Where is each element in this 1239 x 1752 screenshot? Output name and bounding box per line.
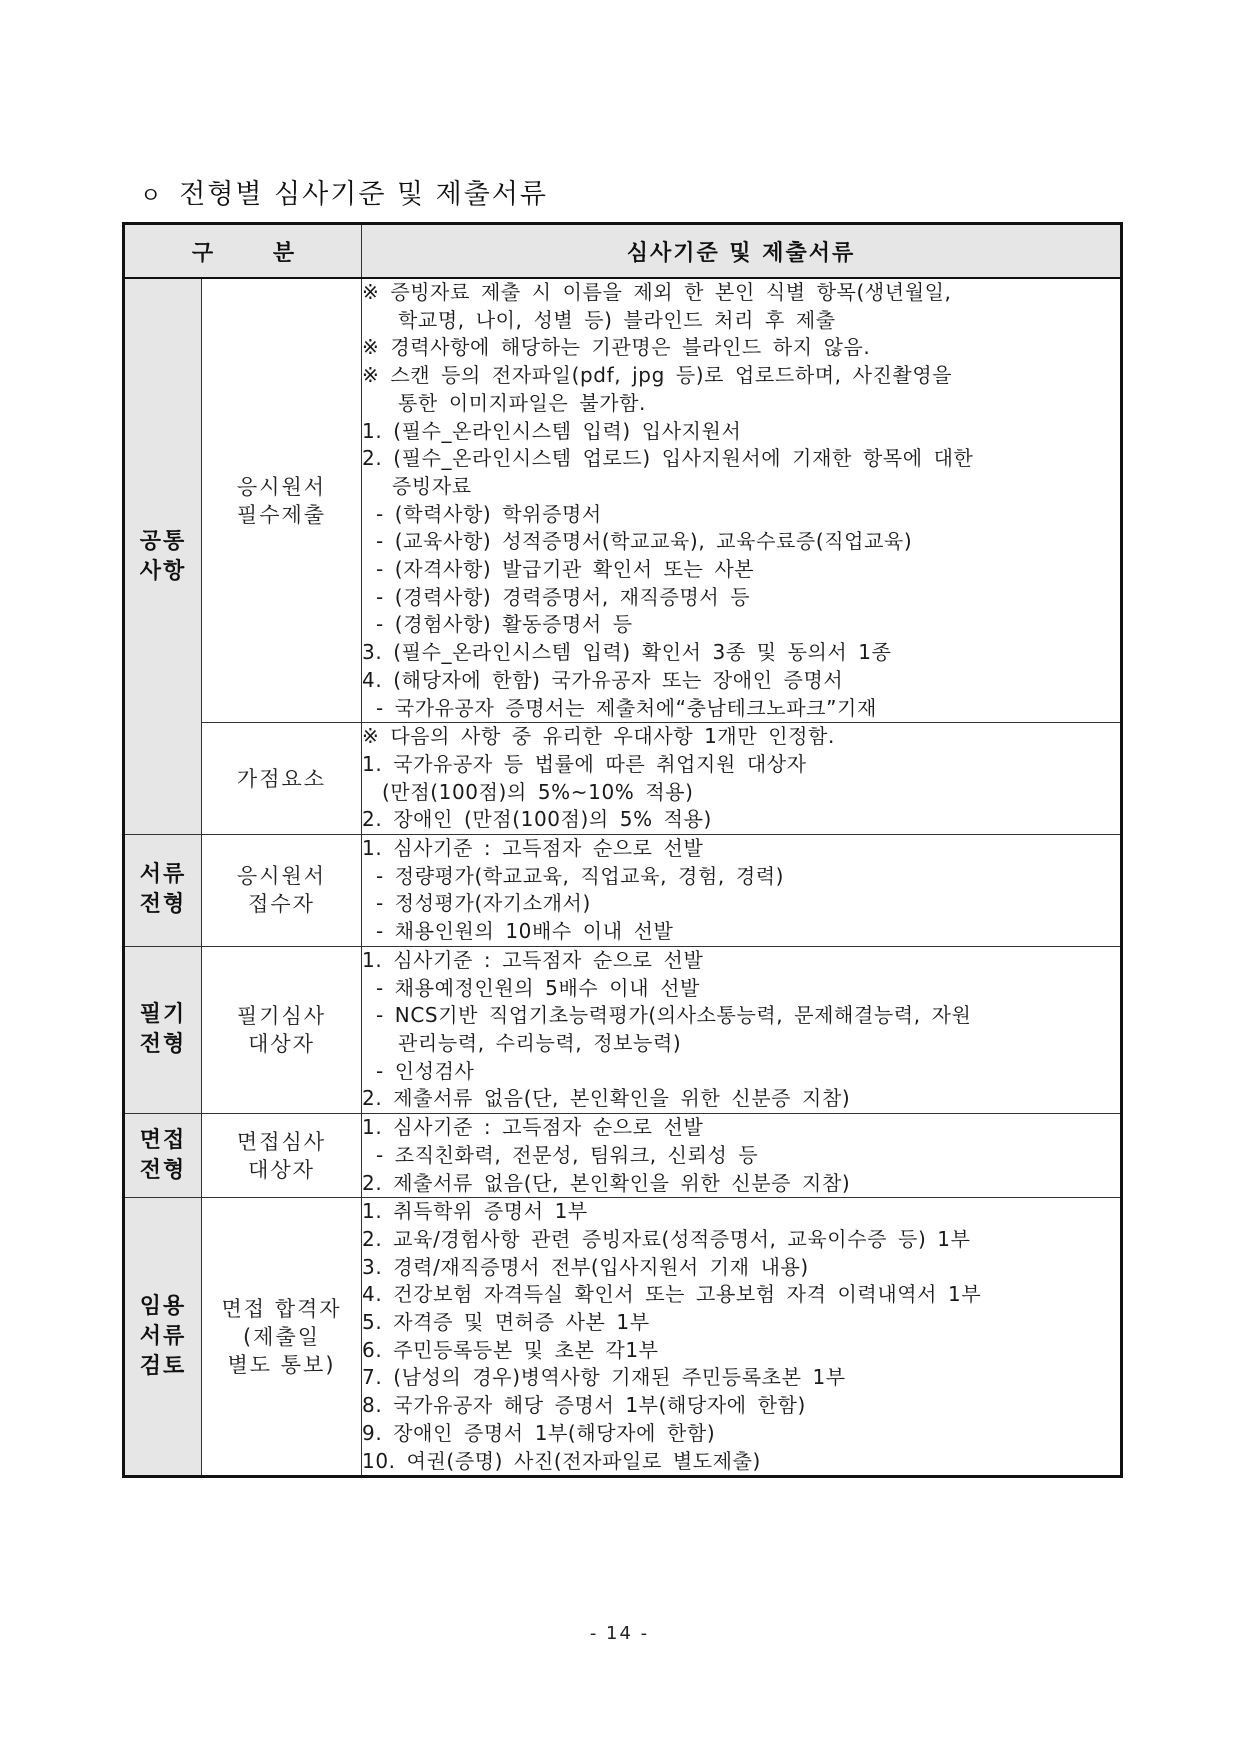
- text-line: 1. 국가유공자 등 법률에 따른 취업지원 대상자: [362, 751, 807, 776]
- category-written: 필기 전형: [124, 946, 202, 1113]
- text-line: 2. 제출서류 없음(단, 본인확인을 위한 신분증 지참): [362, 1086, 851, 1111]
- text-line: - 채용인원의 10배수 이내 선발: [376, 919, 674, 944]
- category-common: 공통 사항: [124, 278, 202, 835]
- criteria-table: [122, 222, 1123, 1478]
- row-interview: [124, 1114, 1122, 1198]
- category-hiring: 임용 서류 검토: [124, 1198, 202, 1477]
- text-line: 3. 경력/재직증명서 전부(입사지원서 기재 내용): [362, 1254, 809, 1279]
- text-line: - (경험사항) 활동증명서 등: [376, 612, 633, 637]
- category-interview: 면접 전형: [124, 1114, 202, 1198]
- table-header-row: [124, 224, 1122, 279]
- text-line: ※ 스캔 등의 전자파일(pdf, jpg 등)로 업로드하며, 사진촬영을: [362, 363, 953, 388]
- text-line: 8. 국가유공자 해당 증명서 1부(해당자에 한함): [362, 1393, 806, 1418]
- heading-title: 전형별 심사기준 및 제출서류: [179, 179, 548, 210]
- text-line: 4. 건강보험 자격득실 확인서 또는 고용보험 자격 이력내역서 1부: [362, 1282, 982, 1307]
- header-criteria: 심사기준 및 제출서류: [362, 224, 1122, 279]
- text-line: 1. 취득학위 증명서 1부: [362, 1199, 588, 1224]
- row-hiring-documents: [124, 1198, 1122, 1477]
- text-line: 증빙자료: [392, 473, 472, 498]
- category-document: 서류 전형: [124, 835, 202, 947]
- text-line: 7. (남성의 경우)병역사항 기재된 주민등록초본 1부: [362, 1365, 846, 1390]
- text-line: - 인성검사: [376, 1058, 475, 1083]
- text-line: - (경력사항) 경력증명서, 재직증명서 등: [376, 584, 751, 609]
- text-line: - (학력사항) 학위증명서: [376, 501, 602, 526]
- text-line: 9. 장애인 증명서 1부(해당자에 한함): [362, 1420, 716, 1445]
- text-line: - (교육사항) 성적증명서(학교교육), 교육수료증(직업교육): [376, 529, 913, 554]
- text-line: 1. 심사기준 : 고득점자 순으로 선발: [362, 1115, 704, 1140]
- text-line: - NCS기반 직업기초능력평가(의사소통능력, 문제해결능력, 자원: [376, 1003, 972, 1028]
- text-line: - 채용예정인원의 5배수 이내 선발: [376, 975, 700, 1000]
- row-document-screening: [124, 835, 1122, 947]
- text-line: 통한 이미지파일은 불가함.: [398, 390, 647, 415]
- text-line: - 국가유공자 증명서는 제출처에“충남테크노파크”기재: [376, 695, 877, 720]
- text-line: 1. (필수_온라인시스템 입력) 입사지원서: [362, 418, 742, 443]
- text-line: 학교명, 나이, 성별 등) 블라인드 처리 후 제출: [398, 307, 836, 332]
- criteria-interview: [362, 1114, 1122, 1198]
- row-common-required: [124, 278, 1122, 723]
- text-line: ※ 증빙자료 제출 시 이름을 제외 한 본인 식별 항목(생년월일,: [362, 280, 952, 304]
- header-category: 구 분: [124, 224, 362, 279]
- text-line: - 정성평가(자기소개서): [376, 891, 591, 916]
- text-line: 2. (필수_온라인시스템 업로드) 입사지원서에 기재한 항목에 대한: [362, 446, 974, 471]
- text-line: 관리능력, 수리능력, 정보능력): [398, 1030, 682, 1055]
- text-line: - (자격사항) 발급기관 확인서 또는 사본: [376, 557, 755, 582]
- subcategory-document: 응시원서 접수자: [202, 835, 362, 947]
- criteria-document: [362, 835, 1122, 947]
- text-line: 1. 심사기준 : 고득점자 순으로 선발: [362, 836, 704, 861]
- subcategory-hiring: 면접 합격자 (제출일 별도 통보): [202, 1198, 362, 1477]
- subcategory-written: 필기심사 대상자: [202, 946, 362, 1113]
- text-line: ※ 경력사항에 해당하는 기관명은 블라인드 하지 않음.: [362, 335, 871, 360]
- text-line: 2. 장애인 (만점(100점)의 5% 적용): [362, 807, 712, 832]
- text-line: ※ 다음의 사항 중 유리한 우대사항 1개만 인정함.: [362, 724, 835, 749]
- text-line: 6. 주민등록등본 및 초본 각1부: [362, 1337, 659, 1362]
- heading-bullet: ㅇ: [140, 184, 164, 209]
- criteria-common-bonus: [362, 723, 1122, 835]
- text-line: 5. 자격증 및 면허증 사본 1부: [362, 1310, 650, 1335]
- subcategory-interview: 면접심사 대상자: [202, 1114, 362, 1198]
- row-common-bonus: [124, 723, 1122, 835]
- criteria-common-required: [362, 278, 1122, 723]
- page-number: - 14 -: [589, 1623, 650, 1644]
- criteria-written: [362, 946, 1122, 1113]
- row-written-exam: [124, 946, 1122, 1113]
- subcategory-bonus: 가점요소: [202, 723, 362, 835]
- text-line: 2. 교육/경험사항 관련 증빙자료(성적증명서, 교육이수증 등) 1부: [362, 1226, 971, 1251]
- text-line: (만점(100점)의 5%~10% 적용): [382, 779, 694, 804]
- text-line: 4. (해당자에 한함) 국가유공자 또는 장애인 증명서: [362, 667, 844, 692]
- text-line: - 정량평가(학교교육, 직업교육, 경험, 경력): [376, 863, 785, 888]
- text-line: 2. 제출서류 없음(단, 본인확인을 위한 신분증 지참): [362, 1170, 851, 1195]
- text-line: 10. 여권(증명) 사진(전자파일로 별도제출): [362, 1448, 761, 1473]
- criteria-hiring: [362, 1198, 1122, 1477]
- text-line: 1. 심사기준 : 고득점자 순으로 선발: [362, 947, 704, 972]
- text-line: - 조직친화력, 전문성, 팀워크, 신뢰성 등: [376, 1142, 759, 1167]
- subcategory-required: 응시원서 필수제출: [202, 278, 362, 723]
- page-heading: [140, 172, 548, 211]
- text-line: 3. (필수_온라인시스템 입력) 확인서 3종 및 동의서 1종: [362, 640, 892, 665]
